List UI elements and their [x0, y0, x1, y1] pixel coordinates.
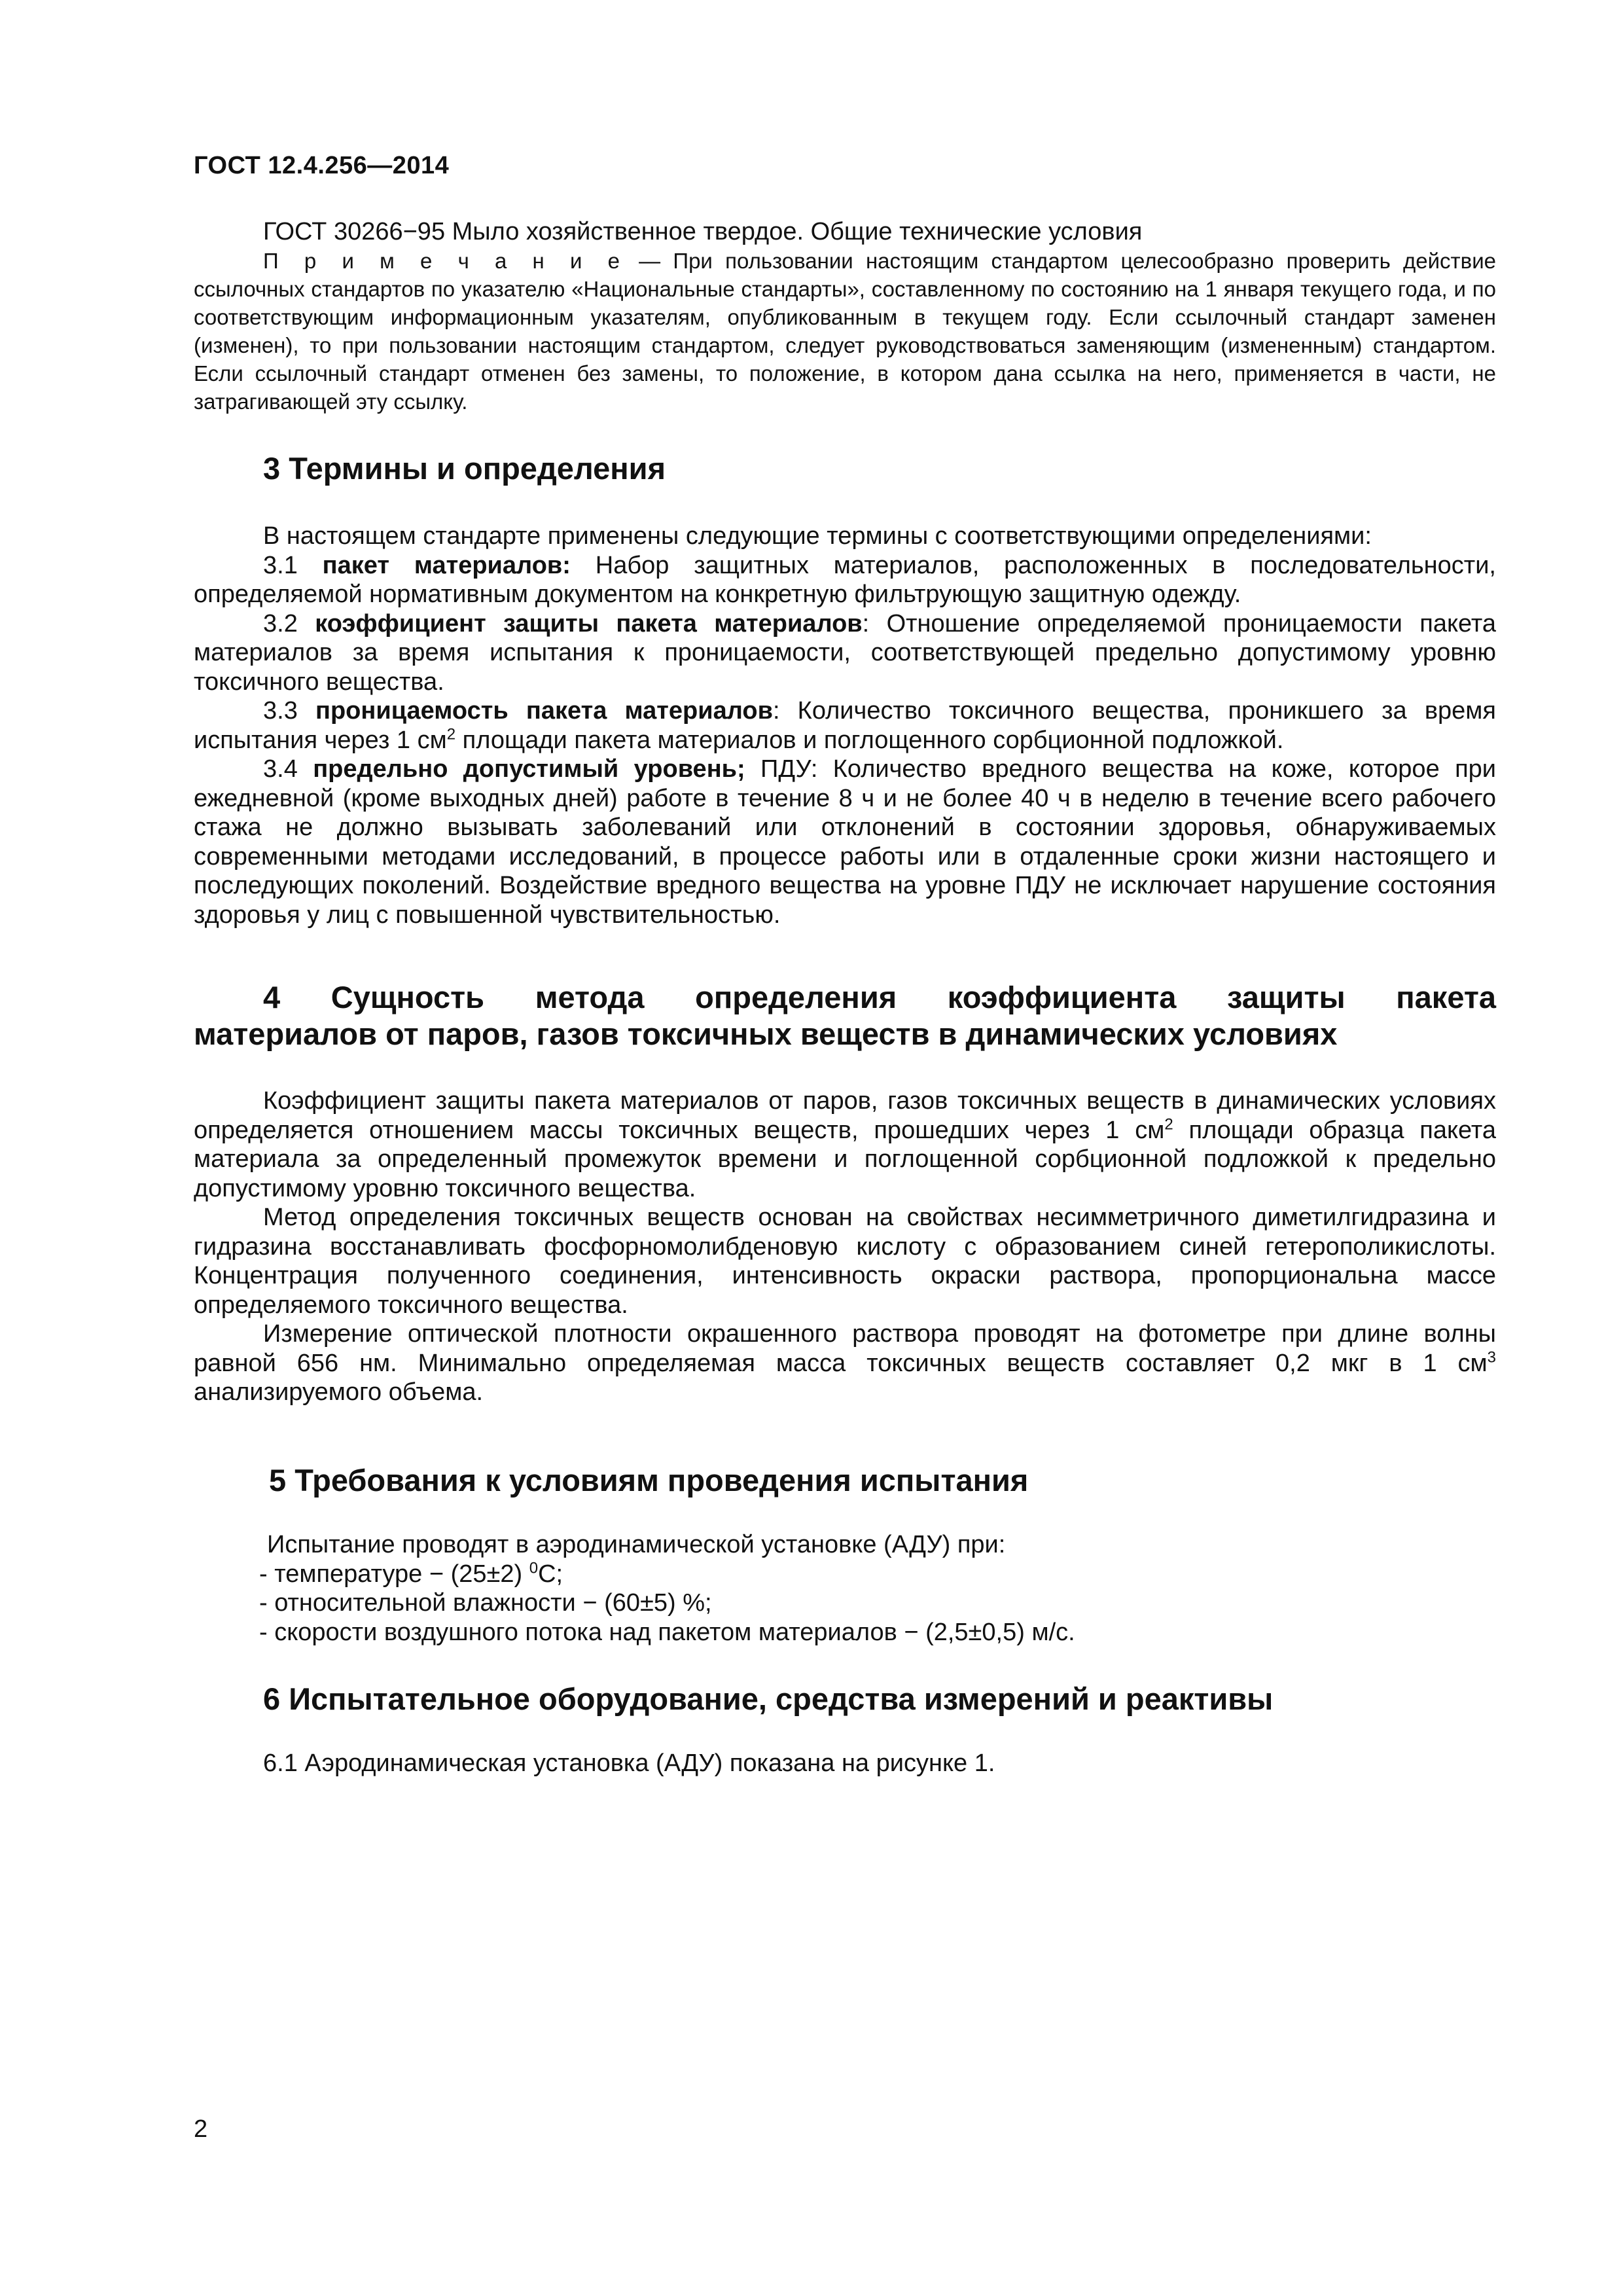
term-3-3-definition-end: площади пакета материалов и поглощенного сорбционной подложкой. — [455, 726, 1284, 754]
section-6-body — [194, 1749, 1496, 1778]
section-4 — [194, 979, 1496, 1052]
section-6 — [194, 1681, 1496, 1717]
section-5-item-airflow: - скорости воздушного потока над пакетом материалов − (2,5±0,5) м/с. — [259, 1618, 1075, 1646]
document-code-header: ГОСТ 12.4.256—2014 — [194, 152, 450, 179]
note-text: — При пользовании настоящим стандартом целесообразно проверить действие ссылочных стандартов по указателю «Национальные стандарты», составленному по состоянию на 1 января текущего года, и по соответствующим информационным указателям, опубликованным в текущем году. Если ссылочный стандарт заменен (изменен), то при пользовании настоящим стандартом, следует руководствоваться заменяющим (измененным) стандартом. Если ссылочный стандарт отменен без замены, то положение, в котором дана ссылка на него, применяется в части, не затрагивающей эту ссылку. — [194, 248, 1496, 414]
section-4-paragraph-2: Метод определения токсичных веществ основан на свойствах несимметричного диметилгидразина и гидразина восстанавливать фосфорномолибденовую кислоту с образованием синей гетерополикислоты. Концентрация полученного соединения, интенсивность окраски раствора, пропорциональна массе определяемого токсичного вещества. — [194, 1204, 1496, 1319]
term-3-4 — [194, 755, 1496, 929]
superscript: 2 — [1164, 1115, 1173, 1133]
term-3-2-definition: : Отношение определяемой проницаемости пакета материалов за время испытания к проницаемости, соответствующей предельно допустимому уровню токсичного вещества. — [194, 609, 1496, 696]
page-number: 2 — [194, 2115, 208, 2143]
term-3-1-name: пакет материалов: — [322, 551, 571, 579]
item-text-end: С; — [538, 1560, 563, 1588]
section-4-title-line-2: материалов от паров, газов токсичных веществ в динамических условиях — [194, 1016, 1338, 1051]
section-3 — [194, 450, 1496, 487]
term-3-1-number: 3.1 — [263, 551, 323, 579]
item-text: - температуре − (25±2) — [259, 1560, 529, 1588]
term-3-2-name: коэффициент защиты пакета материалов — [315, 609, 863, 637]
normative-references — [194, 217, 1496, 416]
term-3-3 — [194, 696, 1496, 755]
term-3-4-number: 3.4 — [263, 755, 313, 783]
section-5-item-humidity: - относительной влажности − (60±5) %; — [259, 1589, 712, 1617]
section-3-intro: В настоящем стандарте применены следующие термины с соответствующими определениями: — [263, 522, 1372, 550]
note-paragraph — [194, 247, 1496, 416]
section-3-title: 3 Термины и определения — [263, 451, 666, 486]
section-4-body — [194, 1086, 1496, 1407]
term-3-2-number: 3.2 — [263, 609, 315, 637]
paragraph-text: Измерение оптической плотности окрашенного раствора проводят на фотометре при длине волны равной 656 нм. Минимально определяемая масса токсичных веществ составляет 0,2 мкг в 1 см — [194, 1320, 1496, 1377]
section-4-paragraph-1 — [194, 1086, 1496, 1203]
document-page — [194, 0, 1496, 2296]
term-3-1-definition: Набор защитных материалов, расположенных в последовательности, определяемой нормативным документом на конкретную фильтрующую защитную одежду. — [194, 551, 1496, 608]
superscript: 0 — [529, 1558, 539, 1577]
section-6-title: 6 Испытательное оборудование, средства измерений и реактивы — [263, 1681, 1274, 1716]
superscript: 2 — [446, 725, 456, 743]
section-5-item-temperature — [194, 1560, 1496, 1589]
term-3-3-definition: : Количество токсичного вещества, проникшего за время испытания через 1 см — [194, 697, 1496, 754]
section-5-intro: Испытание проводят в аэродинамической установке (АДУ) при: — [267, 1531, 1006, 1558]
section-5 — [194, 1462, 1496, 1499]
term-3-4-name: предельно допустимый уровень; — [313, 755, 745, 783]
term-3-3-name: проницаемость пакета материалов — [315, 697, 773, 725]
gost-reference-line: ГОСТ 30266−95 Мыло хозяйственное твердое. Общие технические условия — [263, 218, 1143, 245]
superscript: 3 — [1487, 1348, 1496, 1366]
section-5-title: 5 Требования к условиям проведения испытания — [269, 1463, 1029, 1498]
term-3-2 — [194, 609, 1496, 697]
section-6-paragraph-1: 6.1 Аэродинамическая установка (АДУ) показана на рисунке 1. — [263, 1749, 995, 1777]
note-label: П р и м е ч а н и е — [263, 248, 626, 273]
paragraph-text: Коэффициент защиты пакета материалов от паров, газов токсичных веществ в динамических условиях определяется отношением массы токсичных веществ, прошедших через 1 см — [194, 1087, 1496, 1144]
paragraph-text-end: анализируемого объема. — [194, 1378, 484, 1406]
section-4-title-line-1: 4 Сущность метода определения коэффициента защиты пакета — [263, 980, 1496, 1014]
term-3-1 — [194, 551, 1496, 609]
term-3-3-number: 3.3 — [263, 697, 315, 725]
section-5-body — [194, 1530, 1496, 1647]
section-3-body — [194, 522, 1496, 929]
term-3-4-definition: ПДУ: Количество вредного вещества на коже, которое при ежедневной (кроме выходных дней) работе в течение 8 ч и не более 40 ч в неделю в течение всего рабочего стажа не должно вызывать заболеваний или отклонений в состоянии здоровья, обнаруживаемых современными методами исследований, в процессе работы или в отдаленные сроки жизни настоящего и последующих поколений. Воздействие вредного вещества на уровне ПДУ не исключает нарушение состояния здоровья у лиц с повышенной чувствительностью. — [194, 755, 1497, 929]
paragraph-text-end: площади образца пакета материала за определенный промежуток времени и поглощенной сорбционной подложкой к предельно допустимому уровню токсичного вещества. — [194, 1116, 1497, 1202]
section-4-paragraph-3 — [194, 1319, 1496, 1407]
